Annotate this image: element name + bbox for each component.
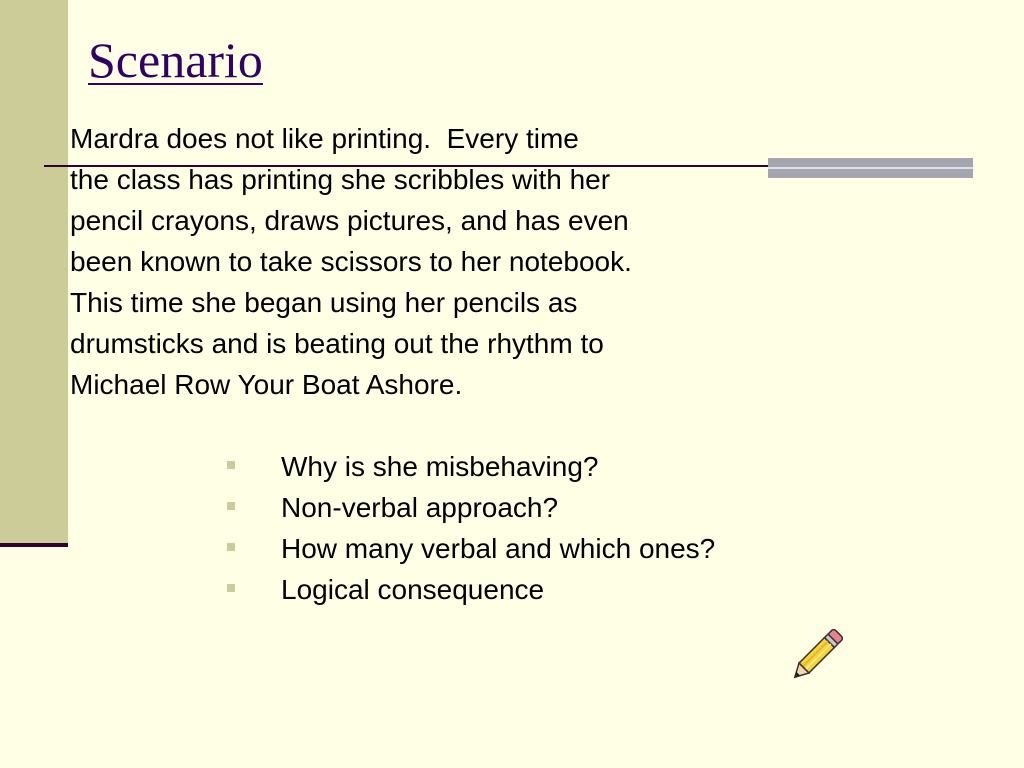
square-bullet-icon (227, 502, 235, 510)
left-accent-underline (0, 543, 68, 547)
list-item-text: How many verbal and which ones? (281, 533, 716, 564)
left-accent-bar (0, 0, 68, 546)
paragraph-line: drumsticks and is beating out the rhythm to (70, 328, 604, 359)
paragraph-line: pencil crayons, draws pictures, and has even (70, 205, 629, 236)
slide-title: Scenario (88, 32, 263, 88)
list-item-text: Non-verbal approach? (281, 492, 559, 523)
pencil-icon (782, 622, 850, 690)
list-item-text: Why is she misbehaving? (281, 451, 599, 482)
paragraph-line: Mardra does not like printing. Every time (70, 123, 579, 154)
paragraph-line: been known to take scissors to her notebook. (70, 246, 632, 277)
paragraph-line: the class has printing she scribbles with her (70, 164, 611, 195)
list-item (224, 446, 715, 487)
title-divider-band (768, 158, 973, 178)
question-list (224, 446, 715, 610)
list-item (224, 528, 715, 569)
list-item (224, 487, 715, 528)
square-bullet-icon (227, 461, 235, 469)
paragraph-line: This time she began using her pencils as (70, 287, 578, 318)
scenario-paragraph (70, 118, 790, 405)
paragraph-line: Michael Row Your Boat Ashore. (70, 369, 463, 400)
square-bullet-icon (227, 584, 235, 592)
list-item-text: Logical consequence (281, 574, 545, 605)
list-item (224, 569, 715, 610)
square-bullet-icon (227, 543, 235, 551)
